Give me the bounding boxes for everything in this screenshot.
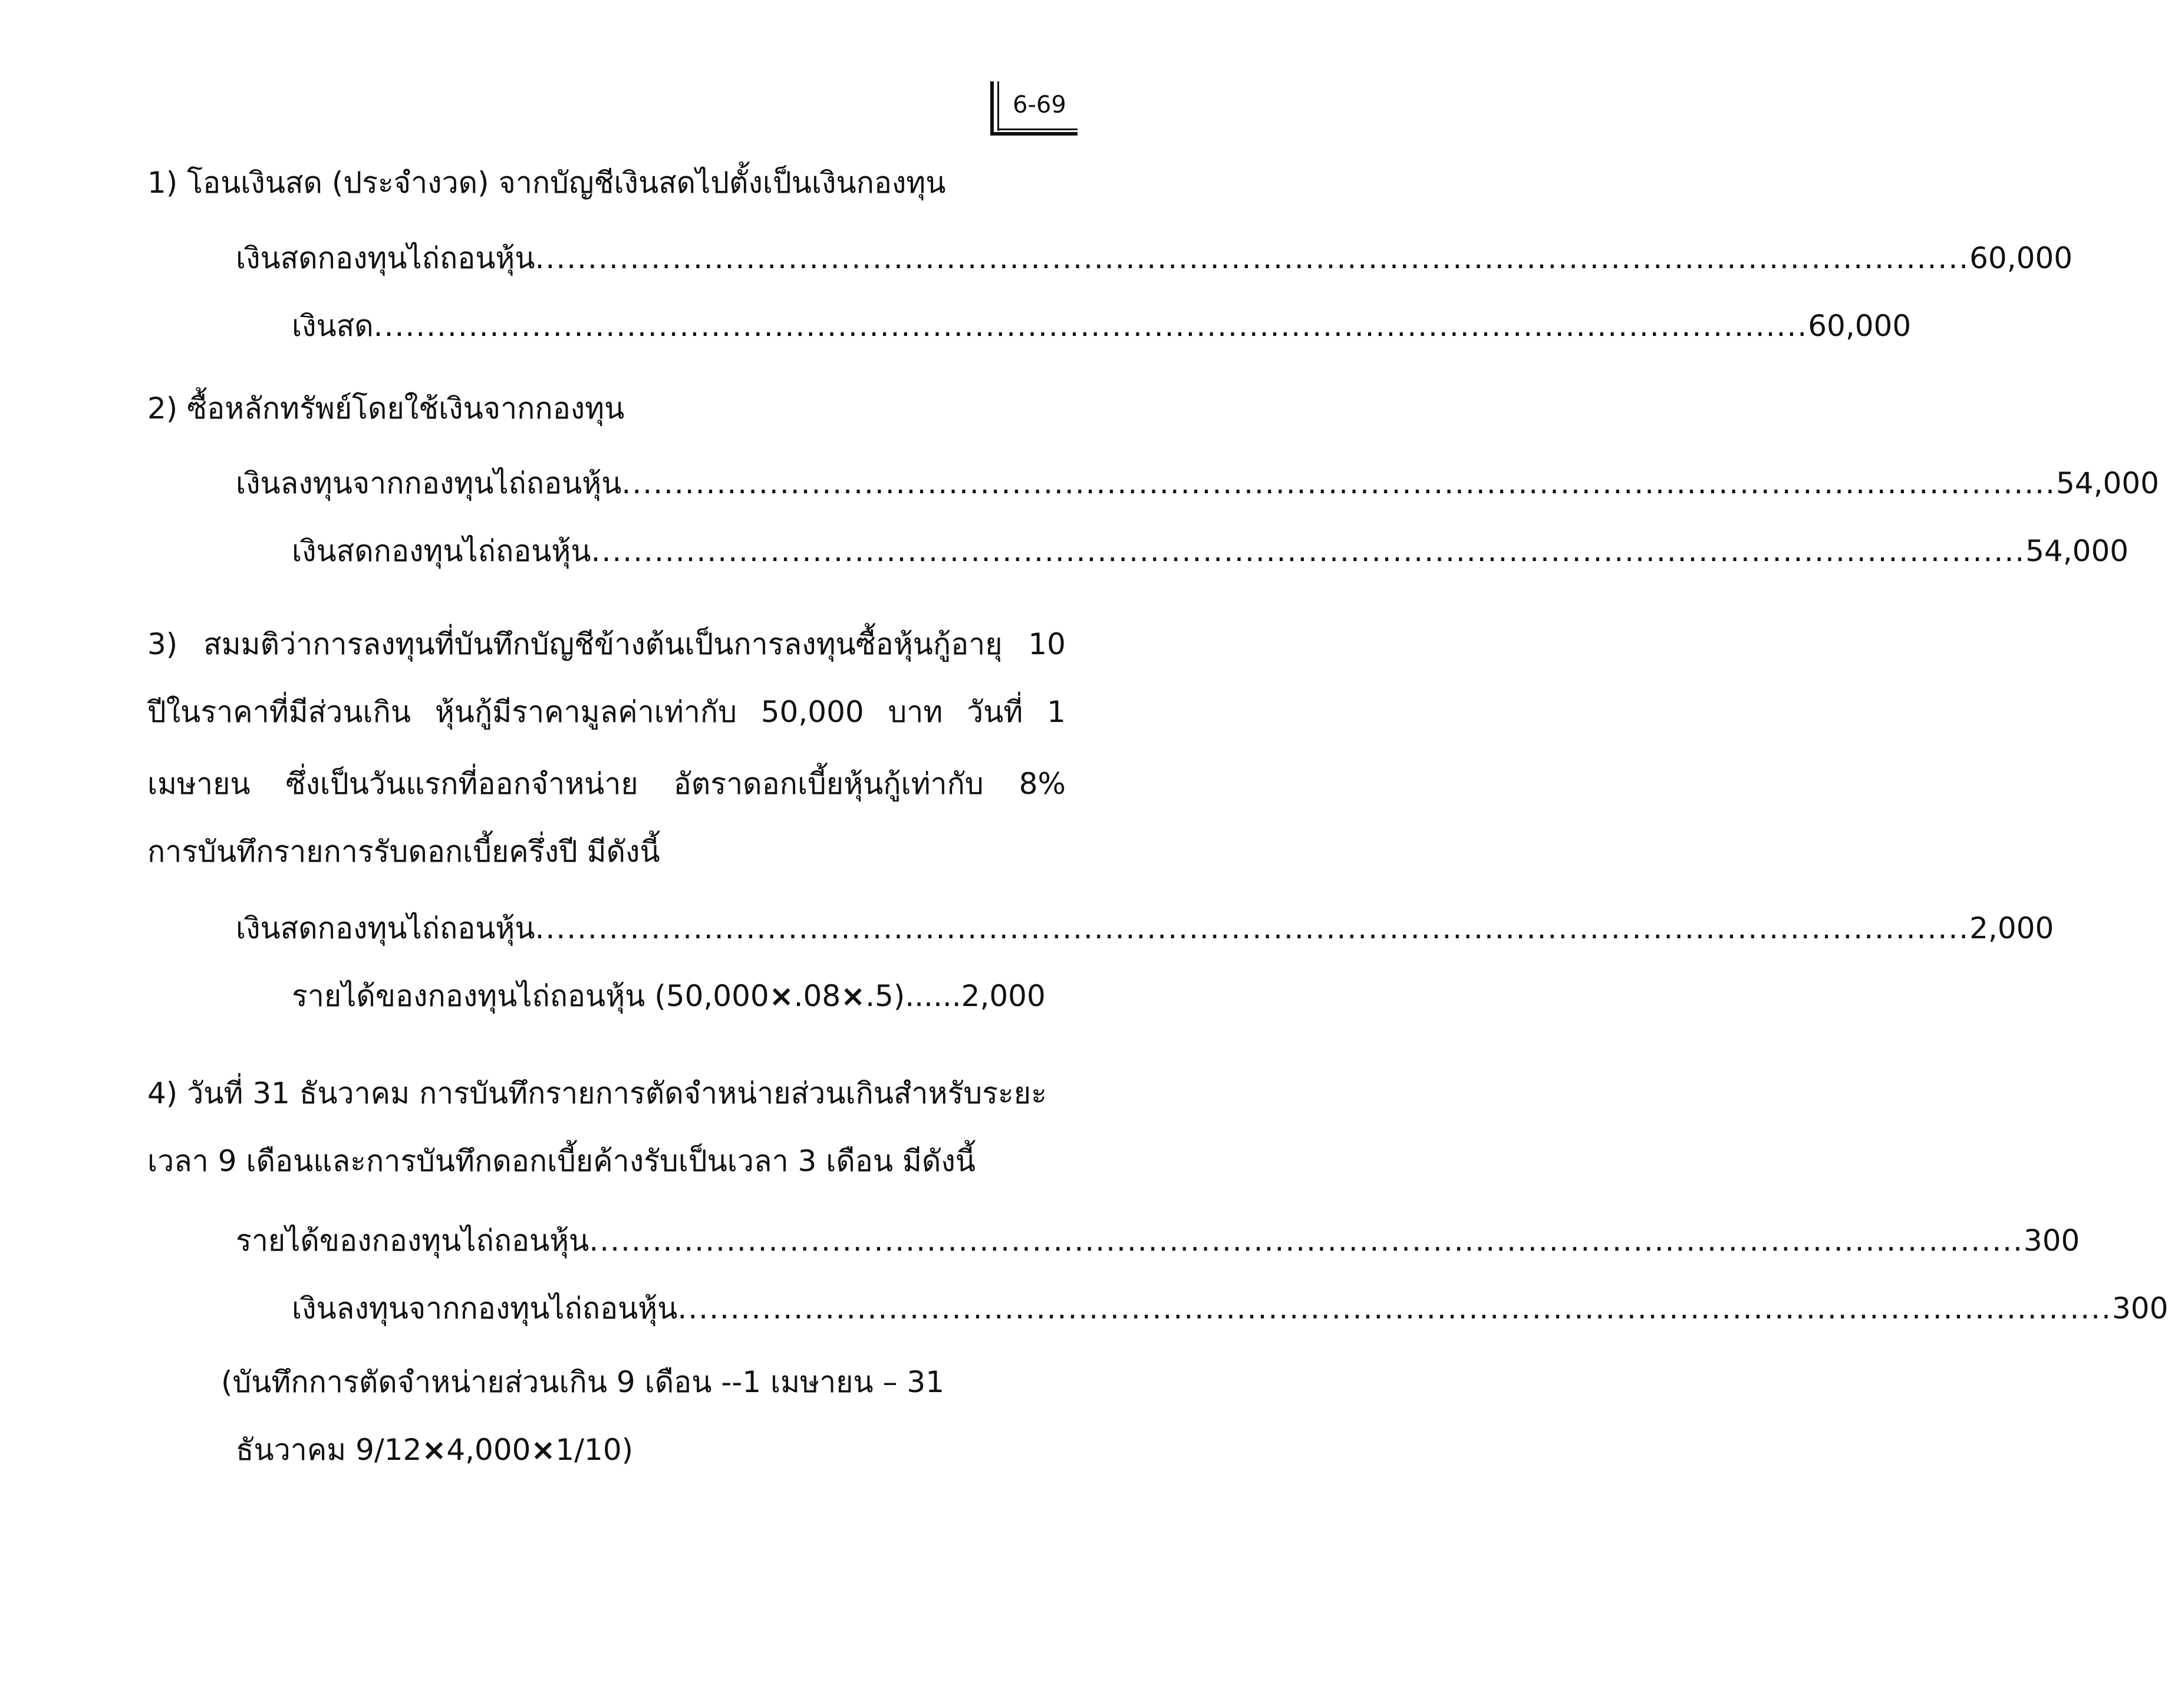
credit-amount: 2,000 (961, 979, 1046, 1013)
debit-amount: 300 (2023, 1224, 2080, 1258)
item-1-heading: 1) โอนเงินสด (ประจำงวด) จากบัญชีเงินสดไปตั้งเป็นเงินกองทุน (147, 166, 946, 200)
item-1-debit-entry (236, 235, 2073, 282)
word: 8% (1019, 767, 1066, 801)
item-3-paragraph-line-1 (147, 621, 1066, 668)
item-3-paragraph-line-2 (147, 688, 1066, 736)
label-text: รายได้ของกองทุนไถ่ถอนหุ้น (50,000 (292, 979, 769, 1013)
debit-label: เงินสดกองทุนไถ่ถอนหุ้น (236, 241, 535, 275)
item-3-credit-entry (292, 972, 1046, 1020)
word: เมษายน (147, 767, 251, 801)
word: 3) (147, 627, 178, 661)
item-2-debit-entry (236, 460, 2159, 507)
leader-dots: ........................................................................................................................................ (535, 241, 1970, 275)
times-symbol: × (531, 1433, 556, 1467)
credit-amount: 54,000 (2025, 534, 2129, 568)
debit-amount: 2,000 (1969, 911, 2054, 945)
credit-label: เงินสดกองทุนไถ่ถอนหุ้น (292, 534, 591, 568)
credit-label (292, 972, 961, 1020)
word: ซึ่งเป็นวันแรกที่ออกจำหน่าย (285, 767, 638, 801)
note-text: 4,000 (446, 1433, 531, 1467)
label-text: .5)...... (865, 979, 961, 1013)
item-4-credit-entry (292, 1285, 2168, 1332)
note-text: 1/10) (555, 1433, 634, 1467)
leader-dots: ........................................................................................................................................ (373, 309, 1808, 343)
credit-amount: 60,000 (1808, 309, 1912, 343)
times-symbol: × (841, 979, 866, 1013)
page-number: 6-69 (1013, 91, 1066, 118)
leader-dots: ........................................................................................................................................ (589, 1224, 2024, 1258)
word: สมมติว่าการลงทุนที่บันทึกบัญชีข้างต้นเป็นการลงทุนซื้อหุ้นกู้อายุ (203, 627, 1003, 661)
word: หุ้นกู้มีราคามูลค่าเท่ากับ (434, 695, 737, 729)
leader-dots: ........................................................................................................................................ (535, 911, 1970, 945)
word: 50,000 (760, 695, 864, 729)
debit-label: เงินสดกองทุนไถ่ถอนหุ้น (236, 911, 535, 945)
debit-label: รายได้ของกองทุนไถ่ถอนหุ้น (236, 1224, 589, 1258)
credit-amount: 300 (2111, 1291, 2168, 1325)
word: 1 (1047, 695, 1066, 729)
label-text: .08 (793, 979, 841, 1013)
word: ปีในราคาที่มีส่วนเกิน (147, 695, 411, 729)
debit-label: เงินลงทุนจากกองทุนไถ่ถอนหุ้น (236, 466, 622, 500)
item-1-credit-entry (292, 302, 1912, 349)
leader-dots: ........................................................................................................................................ (621, 466, 2056, 500)
word: วันที่ (967, 695, 1023, 729)
debit-amount: 54,000 (2055, 466, 2159, 500)
item-4-paragraph-line-2: เวลา 9 เดือนและการบันทึกดอกเบี้ยค้างรับเป็นเวลา 3 เดือน มีดังนี้ (147, 1144, 976, 1178)
item-2-credit-entry (292, 527, 2129, 575)
item-4-paragraph-line-1: 4) วันที่ 31 ธันวาคม การบันทึกรายการตัดจำหน่ายส่วนเกินสำหรับระยะ (147, 1076, 1047, 1110)
times-symbol: × (421, 1433, 447, 1467)
credit-label: เงินลงทุนจากกองทุนไถ่ถอนหุ้น (292, 1291, 678, 1325)
times-symbol: × (769, 979, 794, 1013)
item-3-paragraph-line-4: การบันทึกรายการรับดอกเบี้ยครึ่งปี มีดังนี้ (147, 835, 660, 869)
leader-dots: ........................................................................................................................................ (591, 534, 2026, 568)
item-2-heading: 2) ซื้อหลักทรัพย์โดยใช้เงินจากกองทุน (147, 391, 625, 426)
word: อัตราดอกเบี้ยหุ้นกู้เท่ากับ (673, 767, 984, 801)
item-3-paragraph-line-3 (147, 760, 1066, 807)
item-4-note-line-1: (บันทึกการตัดจำหน่ายส่วนเกิน 9 เดือน --1 เมษายน – 31 (221, 1365, 945, 1399)
word: บาท (888, 695, 943, 729)
item-3-debit-entry (236, 905, 2054, 952)
item-4-debit-entry (236, 1217, 2080, 1264)
debit-amount: 60,000 (1969, 241, 2073, 275)
word: 10 (1028, 627, 1066, 661)
note-text: ธันวาคม 9/12 (236, 1433, 422, 1467)
item-4-note-line-2 (236, 1426, 633, 1473)
credit-label: เงินสด (292, 309, 374, 343)
leader-dots: ........................................................................................................................................ (677, 1291, 2112, 1325)
